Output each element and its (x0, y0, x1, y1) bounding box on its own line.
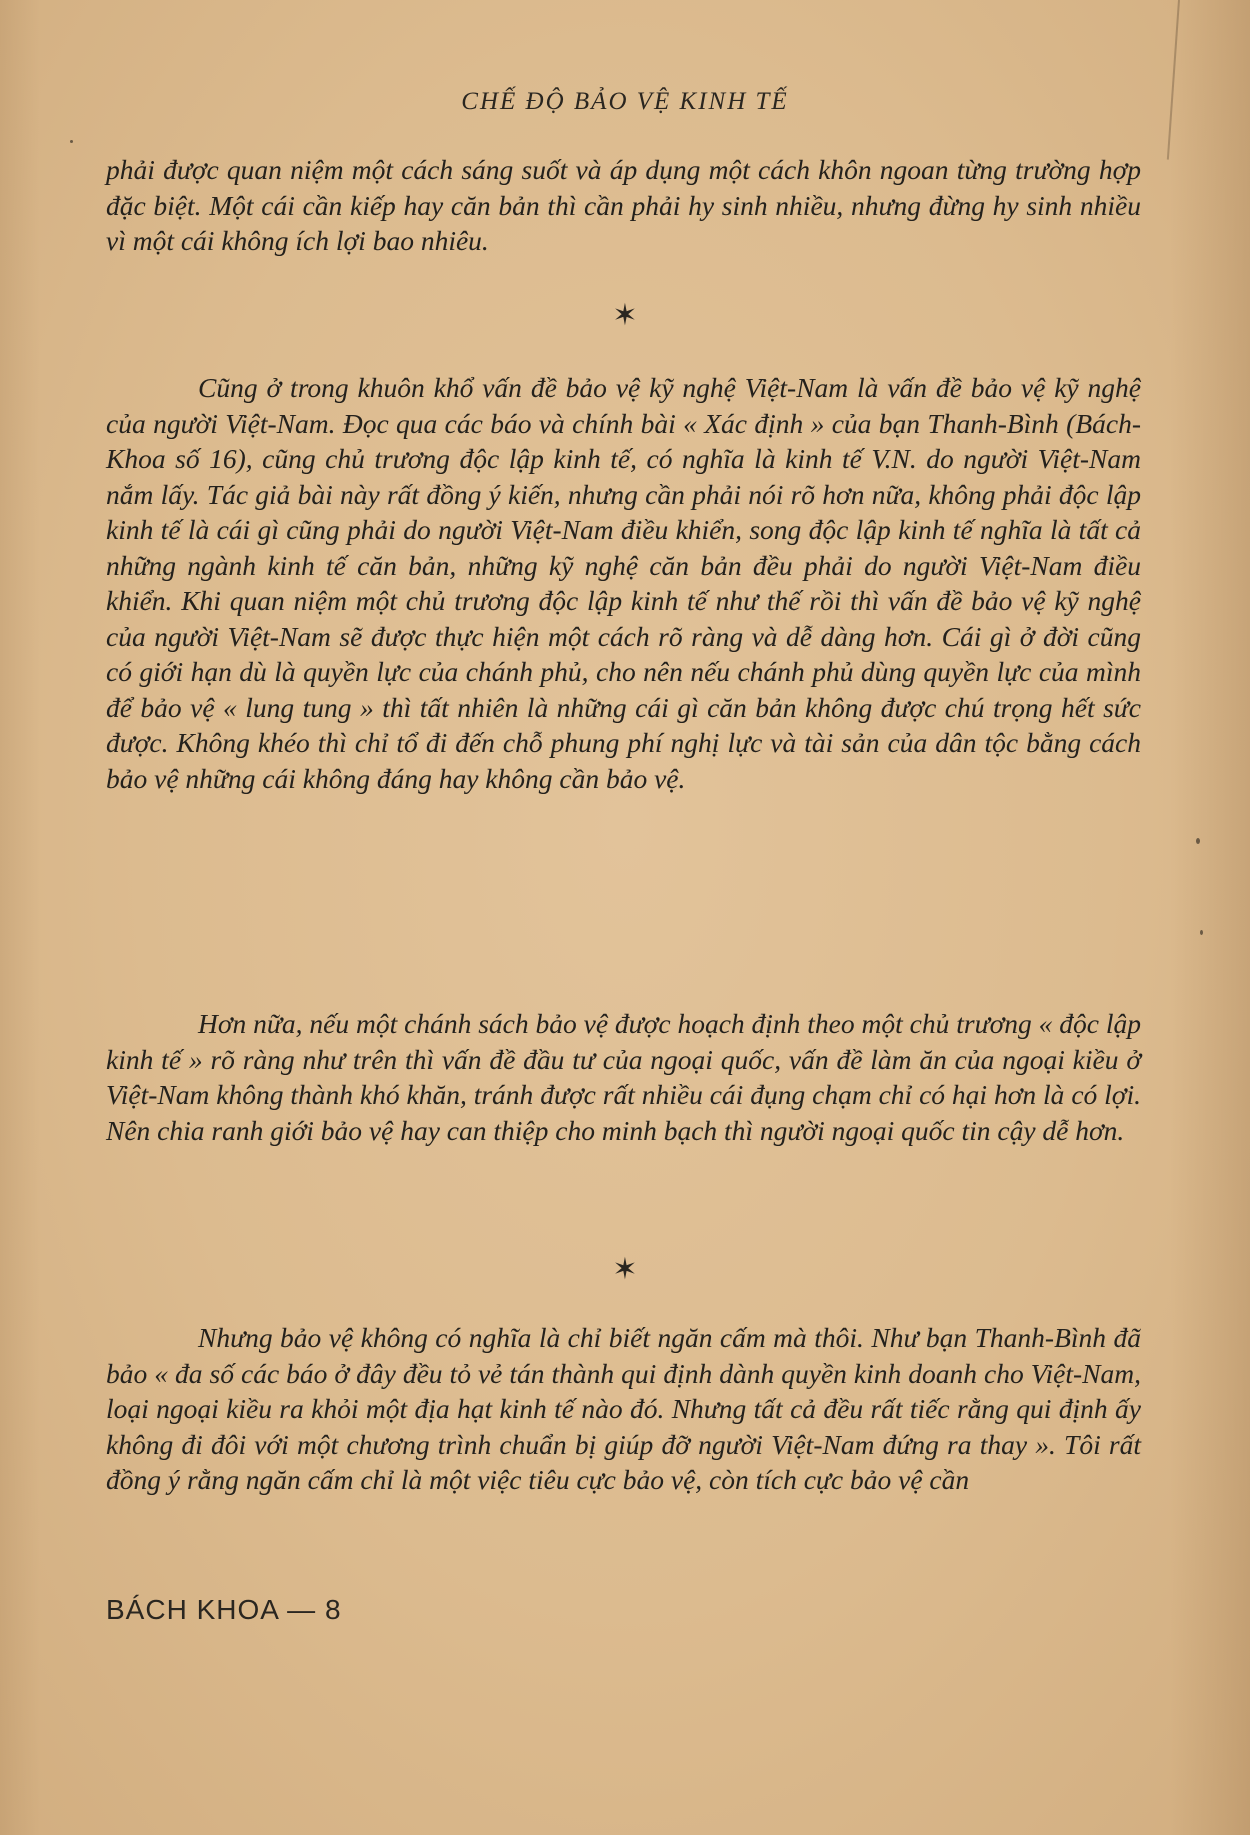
paragraph-protection-not-prohibition: Nhưng bảo vệ không có nghĩa là chỉ biết ngăn cấm mà thôi. Như bạn Thanh-Bình đã bảo « đa số các báo ở đây đều tỏ vẻ tán thành qui định dành quyền kinh doanh cho Việt-Nam, loại ngoại kiều ra khỏi một địa hạt kinh tế nào đó. Nhưng tất cả đều rất tiếc rằng qui định ấy không đi đôi với một chương trình chuẩn bị giúp đỡ người Việt-Nam đứng ra thay ». Tôi rất đồng ý rằng ngăn cấm chỉ là một việc tiêu cực bảo vệ, còn tích cực bảo vệ cần (106, 1322, 1141, 1495)
page-footer-label: BÁCH KHOA — 8 (106, 1594, 342, 1625)
section-separator-star-icon: ✶ (612, 1252, 638, 1287)
paragraph-continuation: phải được quan niệm một cách sáng suốt và áp dụng một cách khôn ngoan từng trường hợp đặc biệt. Một cái cần kiếp hay căn bản thì cần phải hy sinh nhiều, nhưng đừng hy sinh nhiều vì một cái không ích lợi bao nhiêu. (106, 154, 1141, 256)
paper-speck (70, 140, 73, 143)
paragraph-foreign-investment: Hơn nữa, nếu một chánh sách bảo vệ được hoạch định theo một chủ trương « độc lập kinh tế » rõ ràng như trên thì vấn đề đầu tư của ngoại quốc, vấn đề làm ăn của ngoại kiều ở Việt-Nam không thành khó khăn, tránh được rất nhiều cái đụng chạm chỉ có hại hơn là có lợi. Nên chia ranh giới bảo vệ hay can thiệp cho minh bạch thì người ngoại quốc tin cậy dễ hơn. (106, 1008, 1141, 1146)
running-title: CHẾ ĐỘ BẢO VỆ KINH TẾ (461, 88, 789, 115)
paragraph-economic-independence: Cũng ở trong khuôn khổ vấn đề bảo vệ kỹ nghệ Việt-Nam là vấn đề bảo vệ kỹ nghệ của người Việt-Nam. Đọc qua các báo và chính bài « Xác định » của bạn Thanh-Bình (Bách-Khoa số 16), cũng chủ trương độc lập kinh tế, có nghĩa là kinh tế V.N. do người Việt-Nam nắm lấy. Tác giả bài này rất đồng ý kiến, nhưng cần phải nói rõ hơn nữa, không phải độc lập kinh tế là cái gì cũng phải do người Việt-Nam điều khiển, song độc lập kinh tế nghĩa là tất cả những ngành kinh tế căn bản, những kỹ nghệ căn bản đều phải do người Việt-Nam điều khiển. Khi quan niệm một chủ trương độc lập kinh tế như thế rồi thì vấn đề bảo vệ kỹ nghệ của người Việt-Nam sẽ được thực hiện một cách rõ ràng và dễ dàng hơn. Cái gì ở đời cũng có giới hạn dù là quyền lực của chánh phủ, cho nên nếu chánh phủ dùng quyền lực của mình để bảo vệ « lung tung » thì tất nhiên là những cái gì căn bản không được chú trọng hết sức được. Không khéo thì chỉ tổ đi đến chỗ phung phí nghị lực và tài sản của dân tộc bằng cách bảo vệ những cái không đáng hay không cần bảo vệ. (106, 372, 1141, 794)
paper-edge-shadow-left (0, 0, 40, 1835)
paper-speck (1200, 930, 1203, 935)
paper-edge-shadow-right (1170, 0, 1250, 1835)
paper-speck (1196, 838, 1200, 844)
section-separator-star-icon: ✶ (612, 298, 638, 333)
